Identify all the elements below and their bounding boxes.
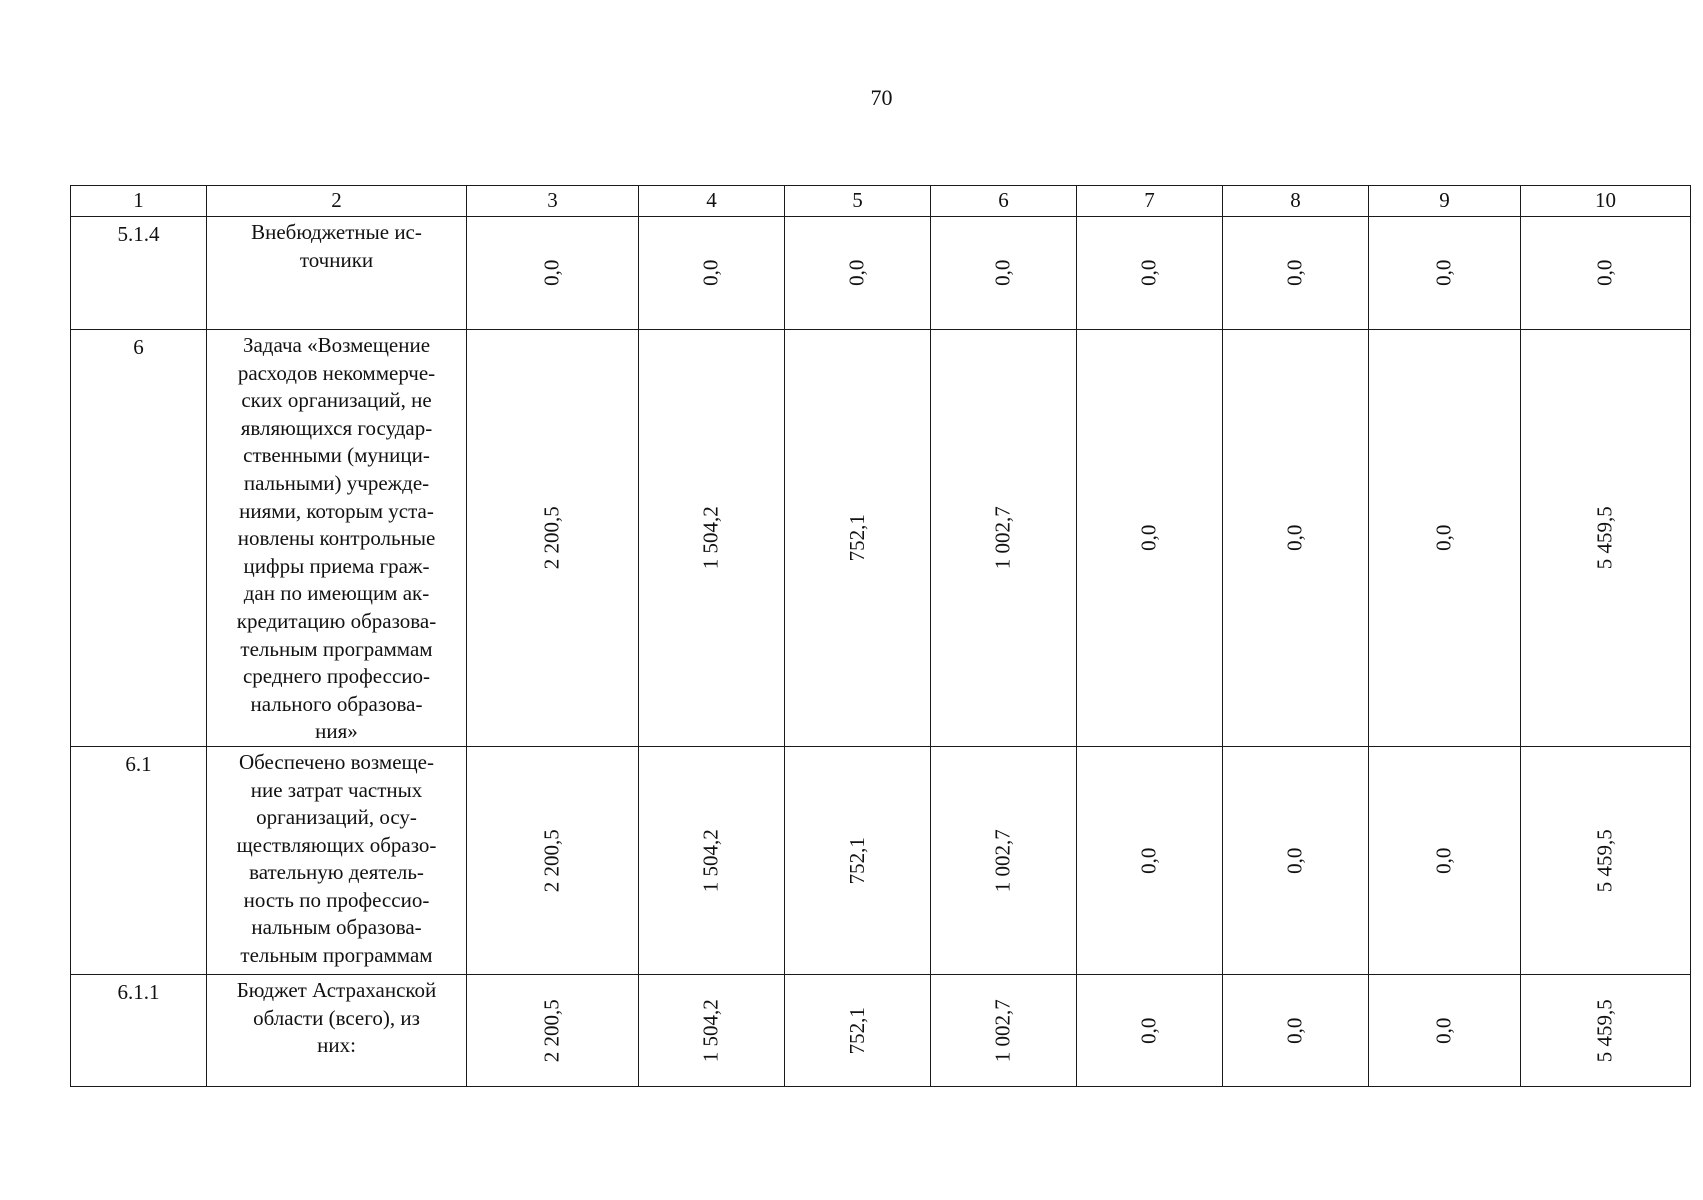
value-cell	[1369, 746, 1521, 974]
table-row	[71, 974, 1691, 1086]
value-text: 0,0	[698, 259, 723, 287]
value-text: 1 504,2	[698, 998, 723, 1062]
value-text: 0,0	[1136, 847, 1161, 874]
row-description	[207, 974, 467, 1086]
value-cell	[467, 330, 639, 747]
table-row	[71, 217, 1691, 330]
row-code: 6.1.1	[71, 974, 207, 1086]
value-cell	[1521, 746, 1691, 974]
value-text: 752,1	[844, 1006, 869, 1055]
value-text: 0,0	[990, 259, 1015, 287]
row-description	[207, 330, 467, 747]
value-cell	[1077, 217, 1223, 330]
column-number: 7	[1077, 186, 1223, 217]
value-text: 5 459,5	[1592, 828, 1617, 892]
row-description-text: Бюджет Астраханской области (всего), из них:	[236, 977, 437, 1058]
value-cell	[931, 217, 1077, 330]
value-cell	[1369, 974, 1521, 1086]
value-cell	[1521, 974, 1691, 1086]
value-cell	[931, 746, 1077, 974]
value-text: 0,0	[1592, 259, 1617, 287]
page-number: 70	[870, 85, 893, 110]
value-cell	[1369, 217, 1521, 330]
value-cell	[639, 330, 785, 747]
value-text: 2 200,5	[539, 828, 564, 892]
value-cell	[931, 330, 1077, 747]
row-code: 5.1.4	[71, 217, 207, 330]
value-cell	[467, 217, 639, 330]
value-text: 0,0	[1282, 524, 1307, 552]
value-text: 752,1	[844, 514, 869, 562]
value-cell	[1223, 330, 1369, 747]
row-description-text: Внебюджетные ис- точники	[251, 220, 422, 272]
value-cell	[785, 330, 931, 747]
table-row	[71, 330, 1691, 747]
value-cell	[785, 217, 931, 330]
value-cell	[1077, 330, 1223, 747]
budget-table	[70, 185, 1691, 1087]
value-cell	[1223, 217, 1369, 330]
row-description-text: Обеспечено возмеще- ние затрат частных организаций, осу- ществляющих образо- вательную деятель- ность по профессио- нальным образова- тельным программам	[236, 749, 437, 968]
value-cell	[1223, 746, 1369, 974]
value-text: 0,0	[1136, 524, 1161, 552]
value-text: 1 002,7	[990, 506, 1015, 570]
value-text: 0,0	[1431, 524, 1456, 552]
value-text: 5 459,5	[1592, 998, 1617, 1062]
value-text: 0,0	[1431, 847, 1456, 874]
value-cell	[467, 746, 639, 974]
column-number: 4	[639, 186, 785, 217]
value-cell	[1077, 974, 1223, 1086]
value-text: 0,0	[539, 259, 564, 287]
value-text: 0,0	[1282, 259, 1307, 287]
row-description	[207, 217, 467, 330]
column-number: 5	[785, 186, 931, 217]
row-code: 6	[71, 330, 207, 747]
value-text: 2 200,5	[539, 998, 564, 1062]
table-row	[71, 746, 1691, 974]
value-cell	[1077, 746, 1223, 974]
column-number: 9	[1369, 186, 1521, 217]
value-cell	[931, 974, 1077, 1086]
value-text: 0,0	[844, 259, 869, 287]
value-cell	[1369, 330, 1521, 747]
column-number: 8	[1223, 186, 1369, 217]
value-text: 1 002,7	[990, 828, 1015, 892]
value-cell	[1521, 330, 1691, 747]
column-number-row	[71, 186, 1691, 217]
column-number: 6	[931, 186, 1077, 217]
value-text: 5 459,5	[1592, 506, 1617, 570]
column-number: 2	[207, 186, 467, 217]
row-description	[207, 746, 467, 974]
column-number: 1	[71, 186, 207, 217]
value-text: 1 504,2	[698, 506, 723, 570]
value-text: 0,0	[1282, 847, 1307, 874]
value-text: 0,0	[1136, 1017, 1161, 1044]
column-number: 10	[1521, 186, 1691, 217]
value-cell	[639, 974, 785, 1086]
value-cell	[785, 746, 931, 974]
row-code: 6.1	[71, 746, 207, 974]
value-cell	[1521, 217, 1691, 330]
value-cell	[639, 746, 785, 974]
value-text: 2 200,5	[539, 506, 564, 570]
value-text: 0,0	[1431, 259, 1456, 287]
value-text: 0,0	[1431, 1017, 1456, 1044]
value-cell	[467, 974, 639, 1086]
value-text: 1 504,2	[698, 828, 723, 892]
value-cell	[1223, 974, 1369, 1086]
row-description-text: Задача «Возмещение расходов некоммерче- ских организаций, не являющихся государ- ственными (муници- пальными) учрежде- ниями, которым уста- новлены контрольные цифры приема граж- дан по имеющим ак- кредитацию образова- тельным программам среднего профессио- нального образова- ния»	[236, 333, 437, 744]
column-number: 3	[467, 186, 639, 217]
value-text: 0,0	[1136, 259, 1161, 287]
value-text: 0,0	[1282, 1017, 1307, 1044]
value-text: 752,1	[844, 836, 869, 885]
value-cell	[785, 974, 931, 1086]
value-cell	[639, 217, 785, 330]
value-text: 1 002,7	[990, 998, 1015, 1062]
